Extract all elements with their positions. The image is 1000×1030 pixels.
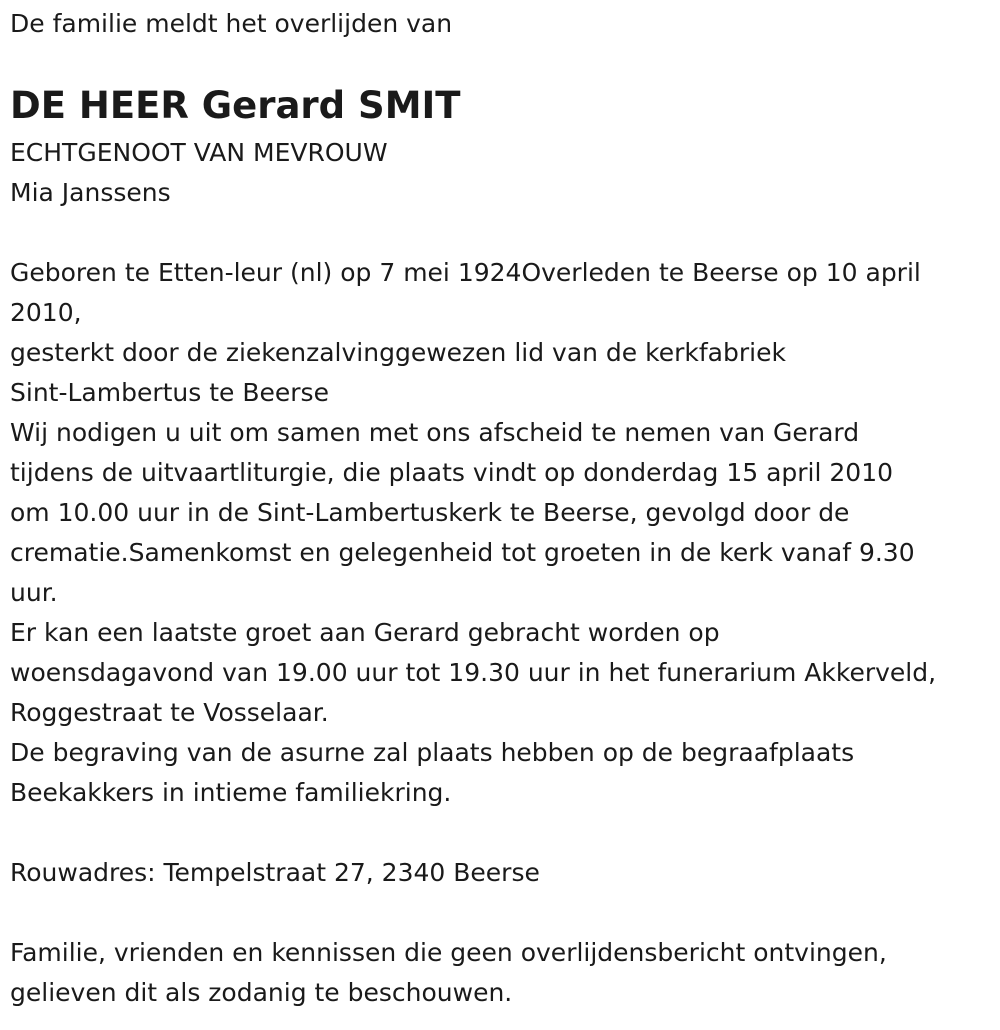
closing-note bbox=[10, 933, 887, 1013]
notice-body bbox=[10, 253, 936, 813]
closing-line: gelieven dit als zodanig te beschouwen. bbox=[10, 978, 513, 1007]
spouse-block bbox=[10, 133, 388, 213]
body-line: Geboren te Etten-leur (nl) op 7 mei 1924Overleden te Beerse op 10 april bbox=[10, 258, 921, 287]
body-line: De begraving van de asurne zal plaats hebben op de begraafplaats bbox=[10, 738, 855, 767]
body-line: Er kan een laatste groet aan Gerard gebracht worden op bbox=[10, 618, 720, 647]
body-line: Roggestraat te Vosselaar. bbox=[10, 698, 329, 727]
body-line: tijdens de uitvaartliturgie, die plaats vindt op donderdag 15 april 2010 bbox=[10, 458, 894, 487]
body-line: Beekakkers in intieme familiekring. bbox=[10, 778, 452, 807]
body-line: gesterkt door de ziekenzalvinggewezen lid van de kerkfabriek bbox=[10, 338, 786, 367]
body-line: 2010, bbox=[10, 298, 82, 327]
body-line: uur. bbox=[10, 578, 58, 607]
mourning-address: Rouwadres: Tempelstraat 27, 2340 Beerse bbox=[10, 858, 540, 887]
closing-line: Familie, vrienden en kennissen die geen overlijdensbericht ontvingen, bbox=[10, 938, 887, 967]
spouse-line: ECHTGENOOT VAN MEVROUW bbox=[10, 138, 388, 167]
spouse-name: Mia Janssens bbox=[10, 178, 171, 207]
body-line: Wij nodigen u uit om samen met ons afscheid te nemen van Gerard bbox=[10, 418, 860, 447]
body-line: woensdagavond van 19.00 uur tot 19.30 uur in het funerarium Akkerveld, bbox=[10, 658, 937, 687]
body-line: Sint-Lambertus te Beerse bbox=[10, 378, 329, 407]
intro-text: De familie meldt het overlijden van bbox=[10, 9, 453, 38]
body-line: om 10.00 uur in de Sint-Lambertuskerk te Beerse, gevolgd door de bbox=[10, 498, 850, 527]
body-line: crematie.Samenkomst en gelegenheid tot groeten in de kerk vanaf 9.30 bbox=[10, 538, 915, 567]
deceased-name: DE HEER Gerard SMIT bbox=[10, 84, 461, 127]
